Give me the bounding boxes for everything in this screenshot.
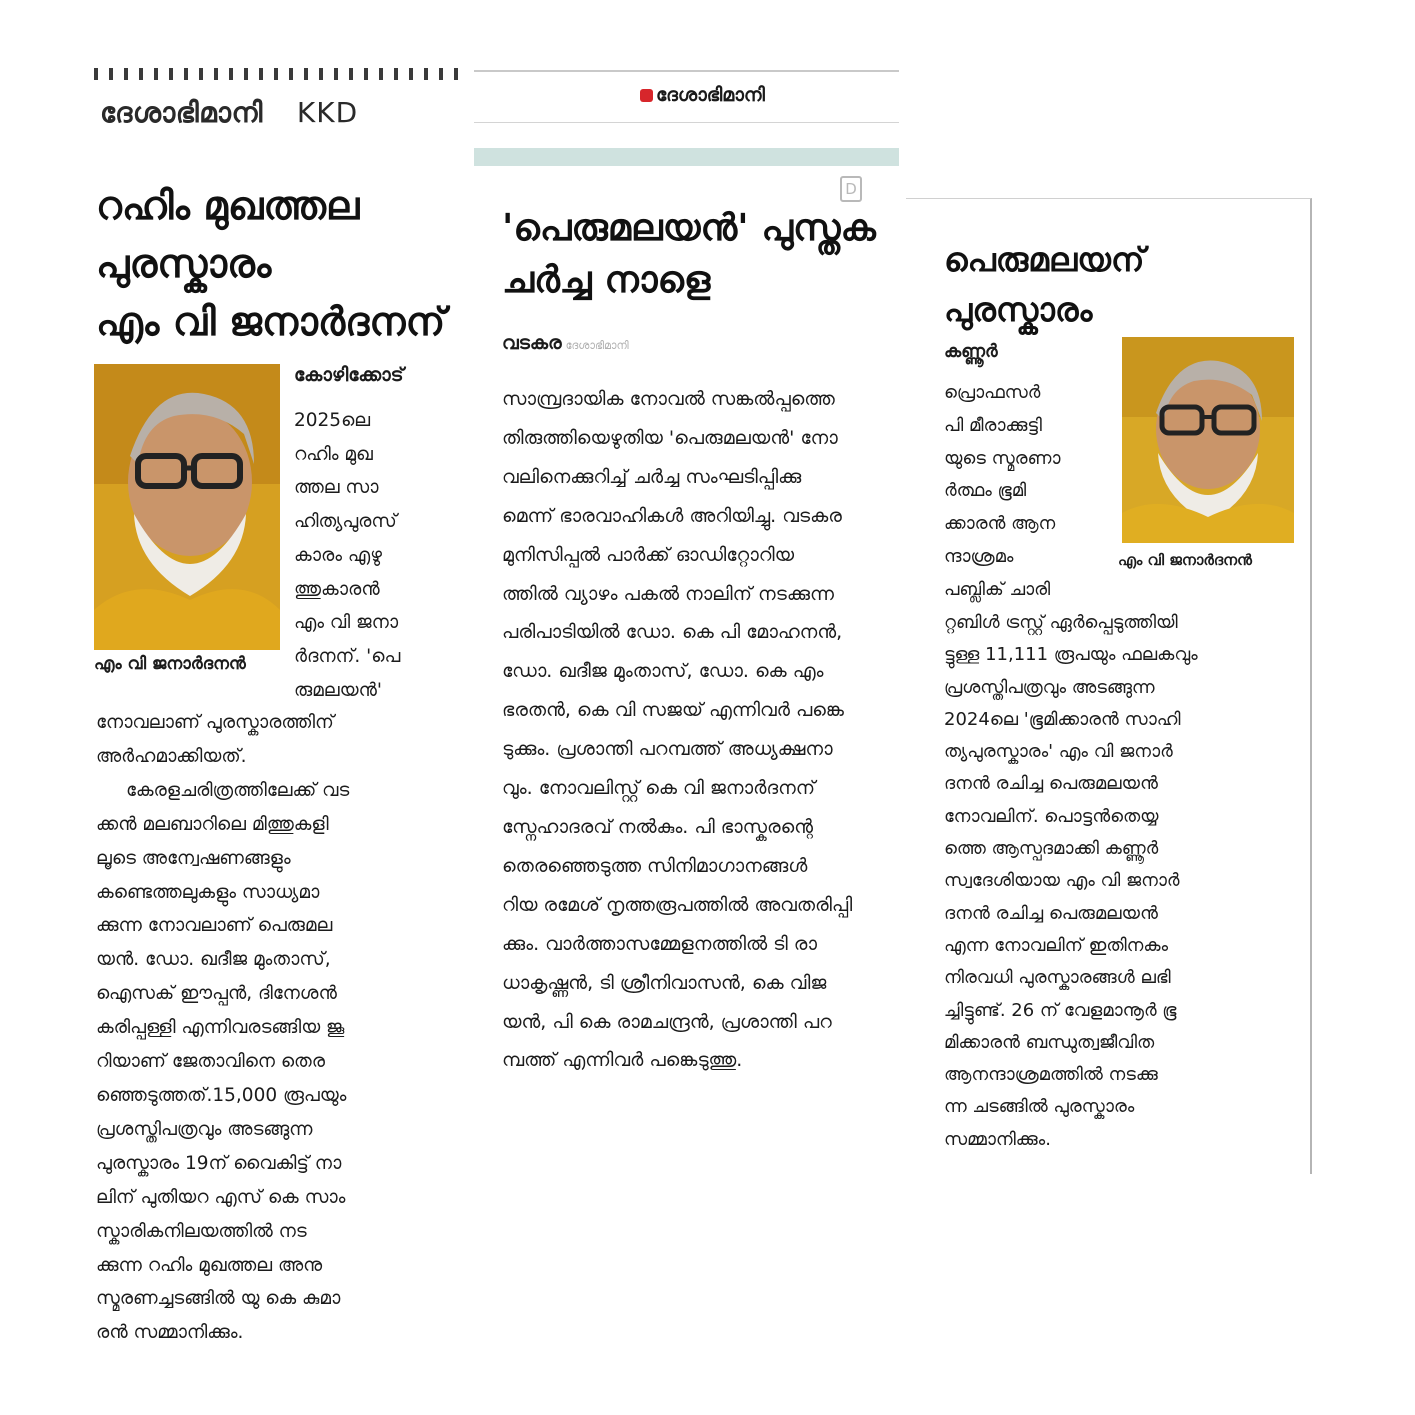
dateline-place: വടകര xyxy=(502,332,562,354)
body-line: ട്ടുള്ള 11,111 രൂപയും ഫലകവും xyxy=(944,644,1198,666)
body-line: ത്തെ ആസ്പദമാക്കി കണ്ണൂർ xyxy=(944,838,1159,860)
body-line: ക്കൻ മലബാറിലെ മിത്തുകളി xyxy=(96,813,329,835)
body-line: തിരുത്തിയെഴുതിയ 'പെരുമലയൻ' നോ xyxy=(502,426,838,449)
photo-caption: എം വി ജനാർദനൻ xyxy=(94,654,246,674)
body-line: സമ്മാനിക്കും. xyxy=(944,1128,1051,1150)
body-line: 2024ലെ 'ഭൂമിക്കാരൻ സാഹി xyxy=(944,708,1181,730)
body-line: ക്കാരൻ ആന xyxy=(944,513,1056,535)
headline-line: ചർച്ച നാളെ xyxy=(502,258,711,301)
masthead-title: ദേശാഭിമാനി xyxy=(656,84,765,106)
masthead-title: ദേശാഭിമാനി xyxy=(100,96,263,129)
body-line: യുടെ സ്മരണാ xyxy=(944,447,1061,469)
masthead xyxy=(640,84,765,110)
headline xyxy=(944,235,1304,335)
body-line: പബ്ലിക് ചാരി xyxy=(944,578,1051,600)
body-line: പുരസ്കാരം 19ന് വൈകിട്ട് നാ xyxy=(96,1152,342,1174)
brand-watermark-icon: D xyxy=(840,176,862,202)
body-line: വും. നോവലിസ്റ്റ് കെ വി ജനാർദനന് xyxy=(502,777,816,800)
body-line: കരിപ്പള്ളി എന്നിവരടങ്ങിയ ജൂ xyxy=(96,1017,345,1039)
headline-line: പെരുമലയന് xyxy=(944,240,1145,279)
dateline-place: കോഴിക്കോട് xyxy=(294,364,404,386)
body-line: പരിപാടിയിൽ ഡോ. കെ പി മോഹനൻ, xyxy=(502,621,843,644)
body-line: ഐസക് ഈപ്പൻ, ദിനേശൻ xyxy=(96,983,337,1005)
masthead xyxy=(100,96,358,136)
body-line: സാമ്പ്രദായിക നോവൽ സങ്കൽപ്പത്തെ xyxy=(502,388,835,410)
body-line: രുമലയൻ' xyxy=(294,679,383,701)
body-line: എം വി ജനാ xyxy=(294,612,399,634)
body-line: പ്രശസ്തിപത്രവും അടങ്ങുന്ന xyxy=(96,1118,313,1140)
body-line: നോവലിന്. പൊട്ടൻതെയ്യ xyxy=(944,805,1159,827)
perforated-edge xyxy=(94,68,458,80)
body-line: സ്നേഹാദരവ് നൽകും. പി ഭാസ്കരന്റെ xyxy=(502,815,814,838)
body-line: റിയ രമേശ് നൃത്തരൂപത്തിൽ അവതരിപ്പി xyxy=(502,893,853,916)
body-line: ദനൻ രചിച്ച പെരുമലയൻ xyxy=(944,902,1158,924)
body-line: സ്വദേശിയായ എം വി ജനാർ xyxy=(944,870,1180,892)
body-line: സ്മരണച്ചടങ്ങിൽ യു കെ കുമാ xyxy=(96,1288,341,1310)
body-line: ക്കും. വാർത്താസമ്മേളനത്തിൽ ടി രാ xyxy=(502,932,817,955)
body-line: ധാകൃഷ്ണൻ, ടി ശ്രീനിവാസൻ, കെ വിജ xyxy=(502,971,827,994)
photo-caption: എം വി ജനാർദനൻ xyxy=(1118,551,1252,569)
body-line: രൻ സമ്മാനിക്കും. xyxy=(96,1322,244,1344)
body-line: ഭരതൻ, കെ വി സജയ് എന്നിവർ പങ്കെ xyxy=(502,699,844,722)
body-line: ത്യപുരസ്കാരം' എം വി ജനാർ xyxy=(944,741,1173,763)
body-line: എന്ന നോവലിന് ഇതിനകം xyxy=(944,934,1169,956)
body-line: കാരം എഴു xyxy=(294,544,383,566)
body-text-wide xyxy=(96,706,454,1350)
body-line: നോവലാണ് പുരസ്കാരത്തിന് xyxy=(96,712,334,733)
body-line: വലിനെക്കുറിച്ച് ചർച്ച സംഘടിപ്പിക്കു xyxy=(502,465,802,488)
divider xyxy=(474,122,899,123)
headline xyxy=(96,178,456,352)
body-line: പി മീരാക്കുട്ടി xyxy=(944,414,1042,436)
edition-code: KKD xyxy=(296,96,359,129)
body-line: മിക്കാരൻ ബന്ധുത്വജീവിത xyxy=(944,1031,1155,1053)
body-line: ടുക്കും. പ്രശാന്തി പറമ്പത്ത് അധ്യക്ഷനാ xyxy=(502,738,833,761)
clipping-vadakara xyxy=(474,70,899,1150)
body-line: നിരവധി പുരസ്കാരങ്ങൾ ലഭി xyxy=(944,967,1171,989)
body-line: ച്ചിട്ടുണ്ട്. 26 ന് വേളമാനൂർ ഭൂ xyxy=(944,999,1177,1021)
body-line: ഡോ. ഖദീജ മുംതാസ്, ഡോ. കെ എം xyxy=(502,660,824,683)
author-photo xyxy=(94,364,280,650)
color-band xyxy=(474,148,899,166)
watermark-text: ദേശാഭിമാനി xyxy=(565,339,629,352)
headline-line: പുരസ്കാരം xyxy=(944,290,1093,329)
author-photo xyxy=(1122,337,1294,543)
body-text-wide xyxy=(944,607,1294,1156)
headline-line: 'പെരുമലയൻ' പുസ്തക xyxy=(502,206,876,249)
body-line: ത്തുകാരൻ xyxy=(294,578,380,600)
body-line: കേരളചരിത്രത്തിലേക്ക് വട xyxy=(126,779,350,801)
body-line: ന്ദാശ്രമം xyxy=(944,545,1014,567)
body-line: 2025ലെ xyxy=(294,410,371,431)
body-line: ർദനന്. 'പെ xyxy=(294,645,401,667)
body-line: അർഹമാക്കിയത്. xyxy=(96,745,247,767)
body-line: മുനിസിപ്പൽ പാർക്ക് ഓഡിറ്റോറിയ xyxy=(502,543,795,566)
clipping-kozhikode xyxy=(90,66,462,1356)
body-line: ത്തിൽ വ്യാഴം പകൽ നാലിന് നടക്കുന്ന xyxy=(502,582,834,605)
body-line: മെന്ന് ഭാരവാഹികൾ അറിയിച്ചു. വടകര xyxy=(502,504,842,527)
dateline xyxy=(502,332,629,354)
body-line: റിയാണ് ജേതാവിനെ തെര xyxy=(96,1051,325,1073)
body-line: ഹിത്യപുരസ് xyxy=(294,511,397,533)
body-text xyxy=(502,380,877,1080)
body-line: ലിന് പുതിയറ എസ് കെ സാം xyxy=(96,1186,346,1208)
body-line: തെരഞ്ഞെടുത്ത സിനിമാഗാനങ്ങൾ xyxy=(502,854,808,877)
headline-line: റഹിം മുഖത്തല xyxy=(96,184,360,229)
body-line: ക്കുന്ന റഹിം മുഖത്തല അനു xyxy=(96,1254,323,1276)
body-line: ഞ്ഞെടുത്തത്.15,000 രൂപയും xyxy=(96,1084,347,1106)
body-line: കണ്ടെത്തലുകളും സാധ്യമാ xyxy=(96,881,320,903)
body-line: റഹിം മുഖ xyxy=(294,443,373,465)
body-line: ത്തല സാ xyxy=(294,477,379,499)
headline-line: പുരസ്കാരം xyxy=(96,242,272,287)
body-line: ക്കുന്ന നോവലാണ് പെരുമല xyxy=(96,915,333,937)
body-line: യൻ. ഡോ. ഖദീജ മുംതാസ്, xyxy=(96,949,331,971)
body-text-narrow xyxy=(294,404,450,707)
headline xyxy=(502,202,882,306)
clipping-kannur xyxy=(906,198,1312,1174)
body-text-narrow xyxy=(944,377,1114,607)
body-line: റ്റബിൾ ട്രസ്റ്റ് ഏർപ്പെടുത്തിയി xyxy=(944,612,1178,633)
body-line: ന്ന ചടങ്ങിൽ പുരസ്കാരം xyxy=(944,1096,1135,1118)
body-line: പ്രൊഫസർ xyxy=(944,382,1041,403)
body-line: സ്കാരികനിലയത്തിൽ നട xyxy=(96,1220,307,1242)
body-line: ലൂടെ അന്വേഷണങ്ങളും xyxy=(96,847,291,869)
body-line: യൻ, പി കെ രാമചന്ദ്രൻ, പ്രശാന്തി പറ xyxy=(502,1010,832,1033)
dateline-place: കണ്ണൂർ xyxy=(944,341,998,362)
body-line: ദനൻ രചിച്ച പെരുമലയൻ xyxy=(944,773,1158,795)
brand-logo-icon xyxy=(640,89,653,102)
body-line: ആനന്ദാശ്രമത്തിൽ നടക്കു xyxy=(944,1064,1158,1086)
headline-line: എം വി ജനാർദനന് xyxy=(96,300,446,345)
body-line: ർത്ഥം ഭൂമി xyxy=(944,480,1027,502)
body-line: മ്പത്ത് എന്നിവർ പങ്കെടുത്തു. xyxy=(502,1049,743,1072)
divider xyxy=(474,70,899,72)
body-line: പ്രശസ്തിപത്രവും അടങ്ങുന്ന xyxy=(944,676,1155,698)
